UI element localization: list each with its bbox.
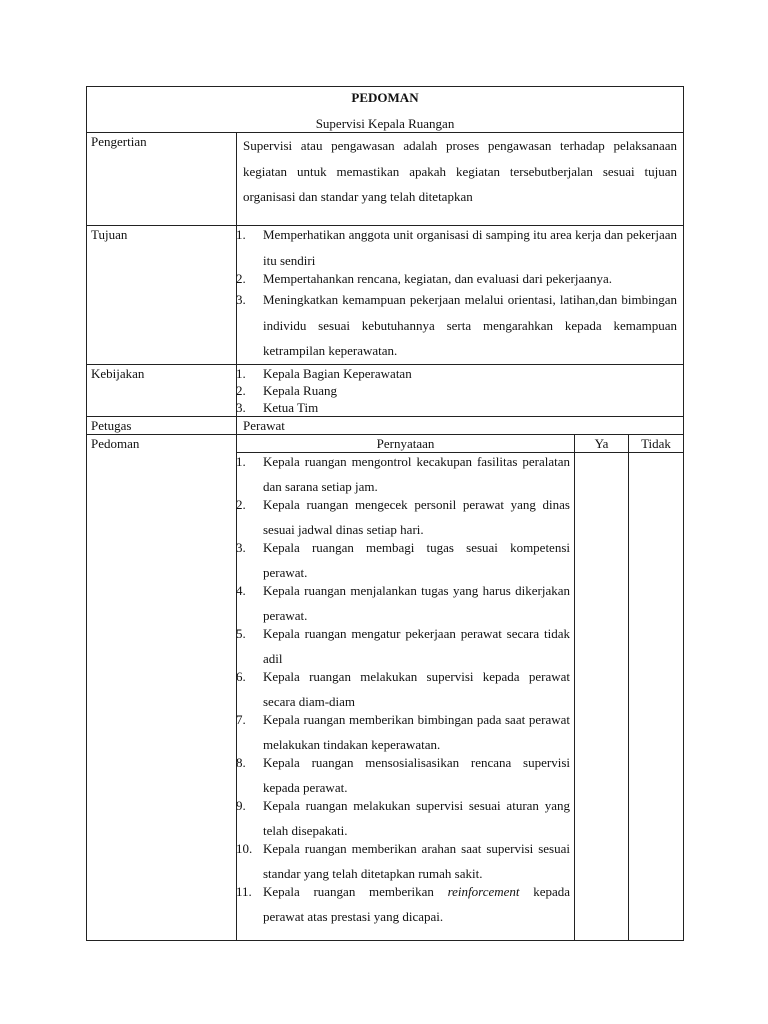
petugas-label: Petugas: [87, 416, 237, 434]
pengertian-label: Pengertian: [87, 133, 237, 226]
reinforcement-term: reinforcement: [447, 883, 520, 899]
list-item: 9. Kepala ruangan melakukan supervisi sesuai aturan yang telah disepakati.: [236, 797, 570, 838]
tujuan-label: Tujuan: [87, 226, 237, 365]
header-row: [87, 87, 684, 133]
petugas-value: Perawat: [237, 416, 684, 434]
list-item: 2. Kepala Ruang: [236, 382, 338, 398]
guideline-table: [86, 86, 684, 941]
pernyataan-cell: [237, 452, 575, 940]
kebijakan-label: Kebijakan: [87, 364, 237, 416]
list-item: 4. Kepala ruangan menjalankan tugas yang harus dikerjakan perawat.: [236, 582, 570, 623]
tujuan-row: [87, 226, 684, 365]
tujuan-list: [236, 222, 678, 364]
list-item: 7. Kepala ruangan memberikan bimbingan pada saat perawat melakukan tindakan keperawatan.: [236, 711, 570, 752]
pernyataan-list: [236, 449, 570, 930]
tujuan-content: [237, 226, 684, 365]
list-item: 1. Memperhatikan anggota unit organisasi di samping itu area kerja dan pekerjaan itu sendiri: [236, 227, 678, 268]
list-item: 5. Kepala ruangan mengatur pekerjaan perawat secara tidak adil: [236, 625, 570, 666]
document-subtitle: Supervisi Kepala Ruangan: [315, 116, 455, 131]
list-item: 3. Meningkatkan kemampuan pekerjaan melalui orientasi, latihan,dan bimbingan individu sesuai kebutuhannya serta mengarahkan kepada kemampuan ketrampilan keperawatan.: [236, 292, 678, 358]
tidak-header: Tidak: [629, 434, 684, 452]
pengertian-content: [237, 133, 684, 226]
list-item: 2. Kepala ruangan mengecek personil perawat yang dinas sesuai jadwal dinas setiap hari.: [236, 496, 570, 537]
header-cell: [87, 87, 684, 133]
list-item: 6. Kepala ruangan melakukan supervisi kepada perawat secara diam-diam: [236, 668, 570, 709]
pernyataan-header: Pernyataan: [237, 434, 575, 452]
pengertian-row: [87, 133, 684, 226]
kebijakan-content: [237, 364, 684, 416]
list-item: 3. Ketua Tim: [236, 399, 319, 415]
kebijakan-list: [236, 365, 679, 416]
list-item: 11. Kepala ruangan memberikan reinforcement kepada perawat atas prestasi yang dicapai.: [236, 883, 570, 924]
kebijakan-row: [87, 364, 684, 416]
tidak-column-cell[interactable]: [629, 452, 684, 940]
pedoman-label: Pedoman: [87, 434, 237, 940]
document-title: PEDOMAN: [351, 90, 419, 105]
list-item: 2. Mempertahankan rencana, kegiatan, dan evaluasi dari pekerjaanya.: [236, 271, 613, 286]
ya-header: Ya: [575, 434, 629, 452]
list-item: 1. Kepala Bagian Keperawatan: [236, 365, 412, 381]
list-item: 8. Kepala ruangan mensosialisasikan rencana supervisi kepada perawat.: [236, 754, 570, 795]
list-item: 1. Kepala ruangan mengontrol kecakupan fasilitas peralatan dan sarana setiap jam.: [236, 453, 570, 494]
list-item: 3. Kepala ruangan membagi tugas sesuai kompetensi perawat.: [236, 539, 570, 580]
petugas-row: [87, 416, 684, 434]
ya-column-cell[interactable]: [575, 452, 629, 940]
list-item: 10. Kepala ruangan memberikan arahan saat supervisi sesuai standar yang telah ditetapkan rumah sakit.: [236, 840, 570, 881]
pengertian-text: Supervisi atau pengawasan adalah proses pengawasan terhadap pelaksanaan kegiatan untuk memastikan apakah kegiatan tersebutberjalan sesuai tujuan organisasi dan standar yang telah ditetapkan: [243, 138, 678, 204]
